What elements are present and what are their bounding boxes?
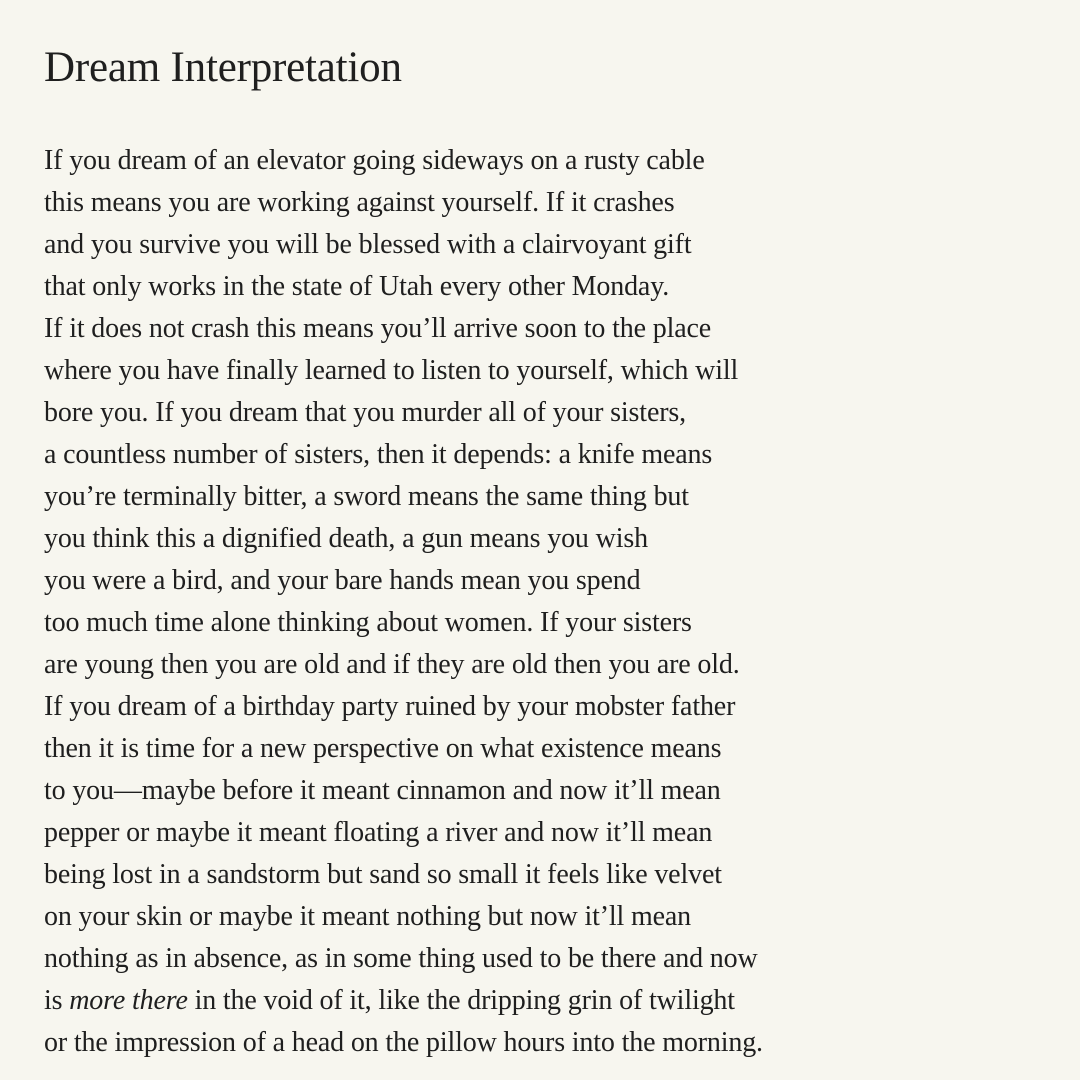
poem-line: or the impression of a head on the pillow hours into the morning.: [44, 1027, 763, 1058]
poem-line: then it is time for a new perspective on what existence means: [44, 733, 722, 764]
poem-line: that only works in the state of Utah every other Monday.: [44, 271, 670, 302]
poem-line: If it does not crash this means you’ll arrive soon to the place: [44, 313, 712, 344]
poem-line: where you have finally learned to listen to yourself, which will: [44, 355, 739, 386]
poem-line: If you dream of a birthday party ruined by your mobster father: [44, 691, 736, 722]
poem-line: this means you are working against yourself. If it crashes: [44, 187, 675, 218]
poem-body: [44, 140, 1054, 1064]
poem-line-text: is: [44, 985, 70, 1016]
poem-line: being lost in a sandstorm but sand so small it feels like velvet: [44, 859, 722, 890]
poem-line: to you—maybe before it meant cinnamon and now it’ll mean: [44, 775, 721, 806]
poem-line-emphasis: [44, 980, 1054, 1022]
poem-line: pepper or maybe it meant floating a river and now it’ll mean: [44, 817, 713, 848]
poem-line: a countless number of sisters, then it depends: a knife means: [44, 439, 713, 470]
poem-line: bore you. If you dream that you murder all of your sisters,: [44, 397, 686, 428]
poem-line: you were a bird, and your bare hands mean you spend: [44, 565, 641, 596]
poem-line-text: in the void of it, like the dripping grin of twilight: [187, 985, 735, 1016]
poem-line: nothing as in absence, as in some thing used to be there and now: [44, 943, 758, 974]
poem-line: and you survive you will be blessed with a clairvoyant gift: [44, 229, 692, 260]
poem-line: on your skin or maybe it meant nothing but now it’ll mean: [44, 901, 692, 932]
emphasized-text: more there: [69, 985, 188, 1016]
poem-line: If you dream of an elevator going sideways on a rusty cable: [44, 145, 705, 176]
poem-line: too much time alone thinking about women. If your sisters: [44, 607, 692, 638]
poem-title: Dream Interpretation: [44, 44, 402, 91]
poem-line: you think this a dignified death, a gun means you wish: [44, 523, 648, 554]
poem-line: are young then you are old and if they are old then you are old.: [44, 649, 740, 680]
poem-line: you’re terminally bitter, a sword means the same thing but: [44, 481, 689, 512]
